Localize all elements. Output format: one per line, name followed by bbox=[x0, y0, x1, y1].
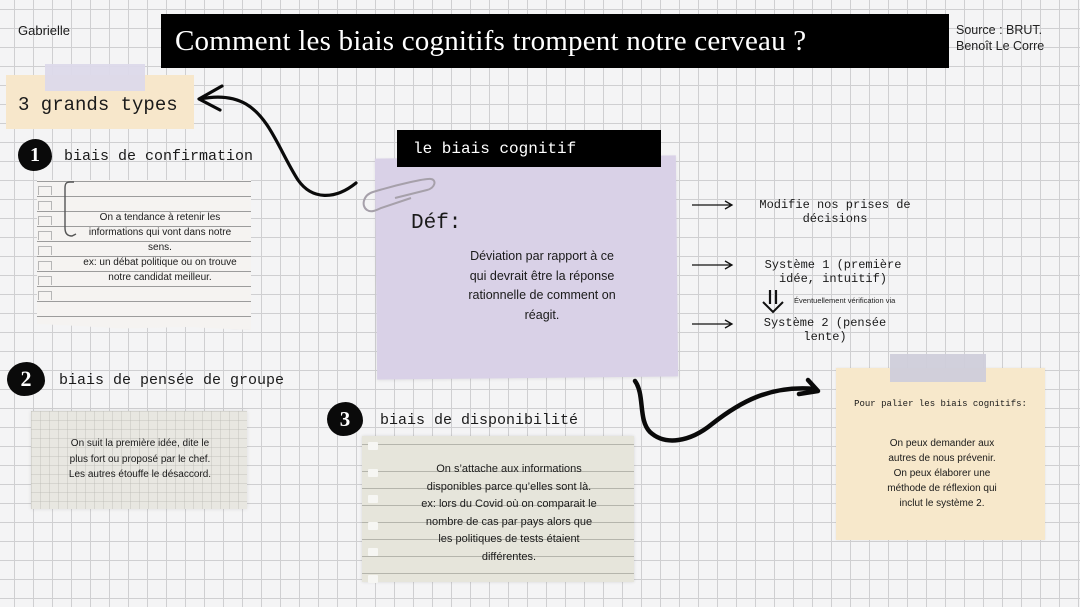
bias-title-availability: biais de disponibilité bbox=[380, 412, 579, 429]
number-badge-1 bbox=[18, 139, 52, 171]
text-line: Modifie nos prises de bbox=[759, 198, 911, 212]
text-line: plus fort ou proposé par le chef. bbox=[69, 453, 211, 465]
effect-system-1 bbox=[752, 258, 914, 286]
solution-text bbox=[858, 436, 1026, 511]
double-arrow-down-icon bbox=[761, 290, 787, 314]
bias-description-confirmation bbox=[66, 210, 254, 285]
text-line: décisions bbox=[802, 212, 868, 226]
verification-note: Éventuellement vérification via bbox=[794, 296, 896, 305]
text-line: informations qui vont dans notre bbox=[88, 227, 232, 238]
types-label: 3 grands types bbox=[18, 94, 178, 116]
text-line: nombre de cas par pays alors que bbox=[425, 515, 593, 528]
solution-title: Pour palier les biais cognitifs: bbox=[854, 399, 1027, 409]
definition-text bbox=[446, 247, 638, 325]
definition-label: Déf: bbox=[411, 212, 462, 235]
source-line: Source : BRUT. bbox=[956, 23, 1043, 37]
effect-system-2 bbox=[752, 316, 898, 344]
text-line: méthode de réflexion qui bbox=[887, 483, 997, 494]
badge-number: 2 bbox=[20, 366, 32, 391]
effect-decisions bbox=[745, 198, 925, 226]
text-line: Déviation par rapport à ce bbox=[470, 249, 614, 263]
text-line: réagit. bbox=[524, 307, 560, 322]
badge-number: 3 bbox=[339, 406, 351, 431]
arrow-right-icon bbox=[691, 318, 735, 330]
text-line: On peux élaborer une bbox=[893, 468, 991, 479]
text-line: inclut le système 2. bbox=[899, 498, 985, 509]
bias-description-availability bbox=[397, 461, 621, 566]
text-line: disponibles parce qu’elles sont là. bbox=[426, 480, 592, 493]
bias-title-group-think: biais de pensée de groupe bbox=[59, 372, 285, 389]
text-line: Système 1 (première bbox=[764, 258, 902, 272]
text-line: ex: lors du Covid où on comparait le bbox=[421, 498, 597, 510]
text-line: sens. bbox=[148, 242, 172, 253]
text-line: les politiques de tests étaient bbox=[438, 533, 580, 545]
notebook-rings-icon bbox=[38, 186, 56, 326]
definition-header bbox=[397, 130, 661, 167]
text-line: On a tendance à retenir les bbox=[99, 212, 221, 223]
tape-decoration bbox=[45, 64, 145, 91]
text-line: différentes. bbox=[481, 550, 537, 563]
number-badge-3 bbox=[327, 402, 363, 436]
text-line: ex: un débat politique ou on trouve bbox=[83, 257, 237, 268]
arrow-right-icon bbox=[691, 199, 735, 211]
text-line: Système 2 (pensée bbox=[763, 316, 887, 330]
bias-description-group-think bbox=[50, 436, 230, 483]
text-line: Les autres étouffe le désaccord. bbox=[68, 469, 212, 480]
paperclip-icon bbox=[359, 176, 439, 216]
text-line: lente) bbox=[803, 330, 847, 344]
tape-decoration bbox=[890, 354, 986, 382]
text-line: autres de nous prévenir. bbox=[888, 453, 996, 464]
page-title: Comment les biais cognitifs trompent notre cerveau ? bbox=[175, 24, 807, 57]
torn-edge-holes-icon bbox=[368, 442, 378, 602]
text-line: On s’attache aux informations bbox=[436, 463, 582, 475]
arrow-right-icon bbox=[691, 259, 735, 271]
text-line: qui devrait être la réponse bbox=[469, 268, 615, 283]
text-line: idée, intuitif) bbox=[778, 272, 888, 286]
source-author: Benoît Le Corre bbox=[956, 39, 1045, 53]
text-line: rationnelle de comment on bbox=[468, 288, 616, 302]
text-line: notre candidat meilleur. bbox=[108, 272, 212, 283]
text-line: On peux demander aux bbox=[889, 438, 995, 449]
text-line: On suit la première idée, dite le bbox=[70, 438, 210, 449]
page-title-banner bbox=[161, 14, 949, 68]
definition-header-label: le biais cognitif bbox=[413, 139, 577, 158]
bias-title-confirmation: biais de confirmation bbox=[64, 148, 254, 165]
number-badge-2 bbox=[7, 362, 45, 396]
author-name: Gabrielle bbox=[18, 23, 71, 38]
source-credit bbox=[956, 22, 1044, 54]
badge-number: 1 bbox=[30, 143, 40, 166]
